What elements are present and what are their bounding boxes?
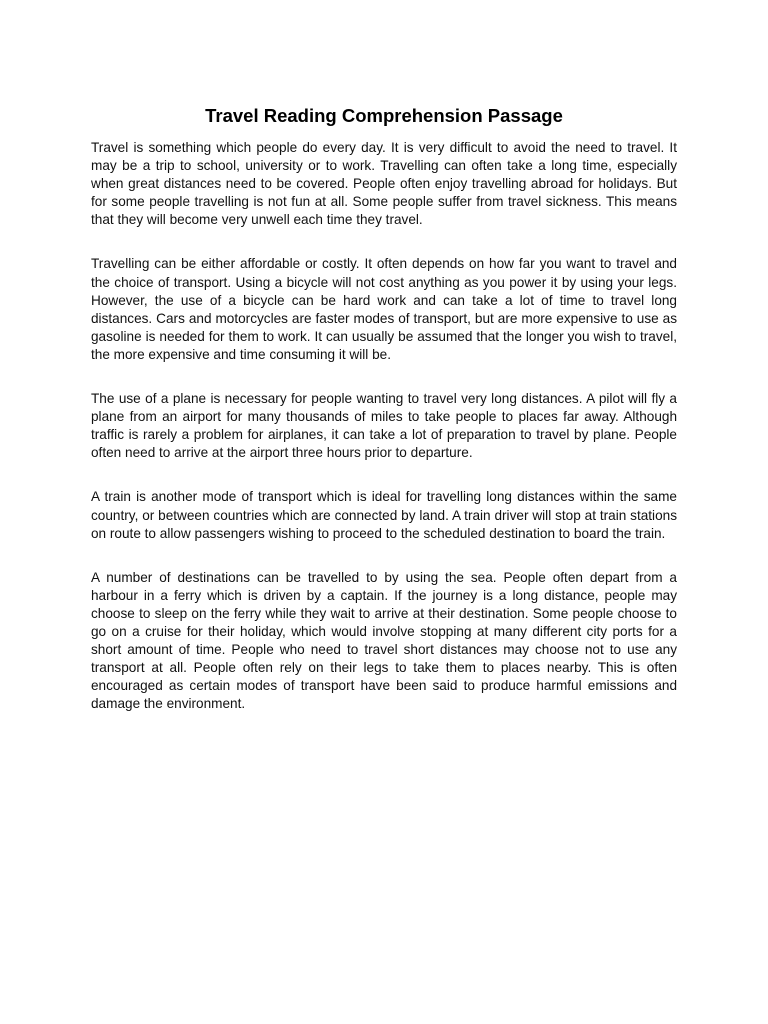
paragraph-travel-intro: Travel is something which people do every day. It is very difficult to avoid the need to travel. It may be a trip to school, university or to work. Travelling can often take a long time, especially when great distances need to be covered. People often enjoy travelling abroad for holidays. But for some people travelling is not fun at all. Some people suffer from travel sickness. This means that they will become very unwell each time they travel. bbox=[91, 140, 677, 228]
paragraph-cost: Travelling can be either affordable or costly. It often depends on how far you want to travel and the choice of transport. Using a bicycle will not cost anything as you power it by using your legs. However, the use of a bicycle can be hard work and can take a lot of time to travel long distances. Cars and motorcycles are faster modes of transport, but are more expensive to use as gasoline is needed for them to work. It can usually be assumed that the longer you wish to travel, the more expensive and time consuming it will be. bbox=[91, 256, 677, 362]
paragraph-sea: A number of destinations can be travelled to by using the sea. People often depart from a harbour in a ferry which is driven by a captain. If the journey is a long distance, people may choose to sleep on the ferry while they wait to arrive at their destination. Some people choose to go on a cruise for their holiday, which would involve stopping at many different city ports for a short amount of time. People who need to travel short distances may choose not to use any transport at all. People often rely on their legs to take them to places nearby. This is often encouraged as certain modes of transport have been said to produce harmful emissions and damage the environment. bbox=[91, 569, 677, 712]
document-title: Travel Reading Comprehension Passage bbox=[205, 105, 563, 126]
paragraph-plane: The use of a plane is necessary for people wanting to travel very long distances. A pilot will fly a plane from an airport for many thousands of miles to take people to places far away. Although traffic is rarely a problem for airplanes, it can take a lot of preparation to travel by plane. People often need to arrive at the airport three hours prior to departure. bbox=[91, 391, 677, 461]
document-page bbox=[91, 104, 677, 739]
paragraph-train: A train is another mode of transport which is ideal for travelling long distances within the same country, or between countries which are connected by land. A train driver will stop at train stations on route to allow passengers wishing to proceed to the scheduled destination to board the train. bbox=[91, 489, 677, 541]
